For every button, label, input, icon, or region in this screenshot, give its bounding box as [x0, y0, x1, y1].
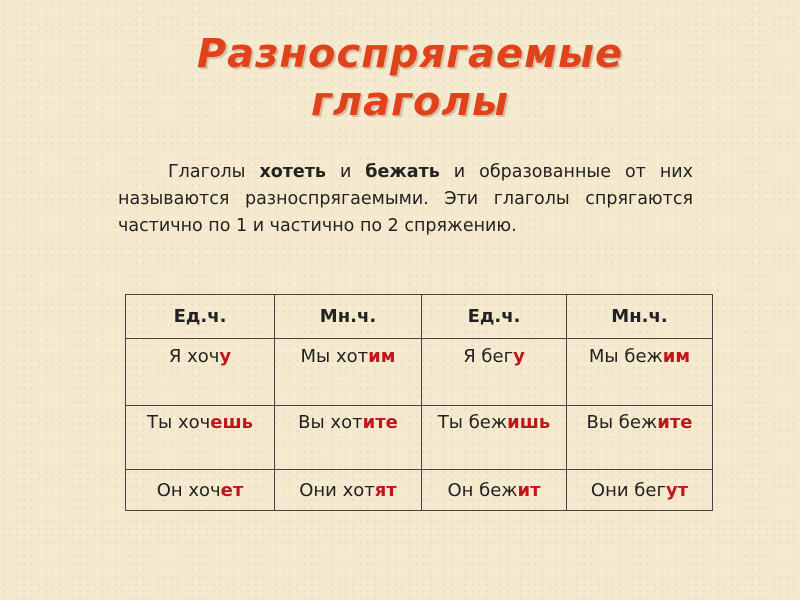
title-line-1: Разноспрягаемые: [196, 31, 624, 77]
verb-bezhat: бежать: [365, 162, 440, 182]
cell-ending: у: [513, 346, 525, 367]
title-line-2: глаголы: [310, 79, 510, 125]
table-cell: [126, 339, 275, 406]
cell-ending: им: [368, 346, 396, 367]
cell-stem: Они бег: [590, 479, 666, 501]
cell-ending: ишь: [507, 412, 551, 433]
cell-stem: Вы хот: [298, 412, 363, 433]
table-cell: [422, 339, 567, 406]
table-cell: [567, 339, 713, 406]
cell-stem: Вы беж: [586, 412, 658, 433]
paragraph-text-3: и образованные от них называются разноспрягаемыми. Эти глаголы спрягаются частично по 1 и частично по 2 спряжению.: [118, 162, 693, 236]
paragraph-text-2: и: [325, 162, 366, 182]
table-cell: [275, 406, 422, 470]
conjugation-table: [125, 294, 713, 511]
cell-stem: Ты беж: [437, 412, 508, 433]
table-row: [126, 339, 713, 406]
cell-stem: Мы беж: [588, 346, 663, 367]
table-cell: [275, 470, 422, 511]
cell-stem: Он хоч: [156, 479, 221, 501]
paragraph-text-1: Глаголы: [168, 162, 260, 182]
rule-paragraph: [118, 159, 693, 240]
header-singular-1: Ед.ч.: [126, 295, 275, 339]
verb-hotet: хотеть: [259, 162, 326, 182]
table-cell: [275, 339, 422, 406]
table-cell: [422, 406, 567, 470]
header-singular-2: Ед.ч.: [422, 295, 567, 339]
table-cell: [422, 470, 567, 511]
cell-stem: Я хоч: [168, 346, 220, 367]
cell-ending: у: [219, 346, 232, 367]
cell-ending: ите: [657, 412, 693, 433]
table-cell: [126, 470, 275, 511]
cell-stem: Он беж: [447, 479, 518, 501]
cell-ending: ут: [665, 479, 689, 501]
cell-ending: им: [662, 346, 691, 367]
table-header-row: [126, 295, 713, 339]
cell-stem: Мы хот: [300, 346, 369, 367]
cell-ending: ите: [362, 412, 398, 433]
table-cell: [567, 470, 713, 511]
cell-stem: Они хот: [299, 479, 375, 501]
header-plural-2: Мн.ч.: [567, 295, 713, 339]
table-cell: [126, 406, 275, 470]
slide-title: [0, 30, 800, 126]
table-row: [126, 470, 713, 511]
cell-ending: ешь: [210, 412, 253, 433]
cell-stem: Я бег: [463, 346, 514, 367]
header-plural-1: Мн.ч.: [275, 295, 422, 339]
cell-stem: Ты хоч: [147, 412, 211, 433]
cell-ending: ят: [374, 479, 397, 501]
table-cell: [567, 406, 713, 470]
cell-ending: ит: [517, 479, 541, 501]
table-row: [126, 406, 713, 470]
cell-ending: ет: [220, 479, 244, 501]
